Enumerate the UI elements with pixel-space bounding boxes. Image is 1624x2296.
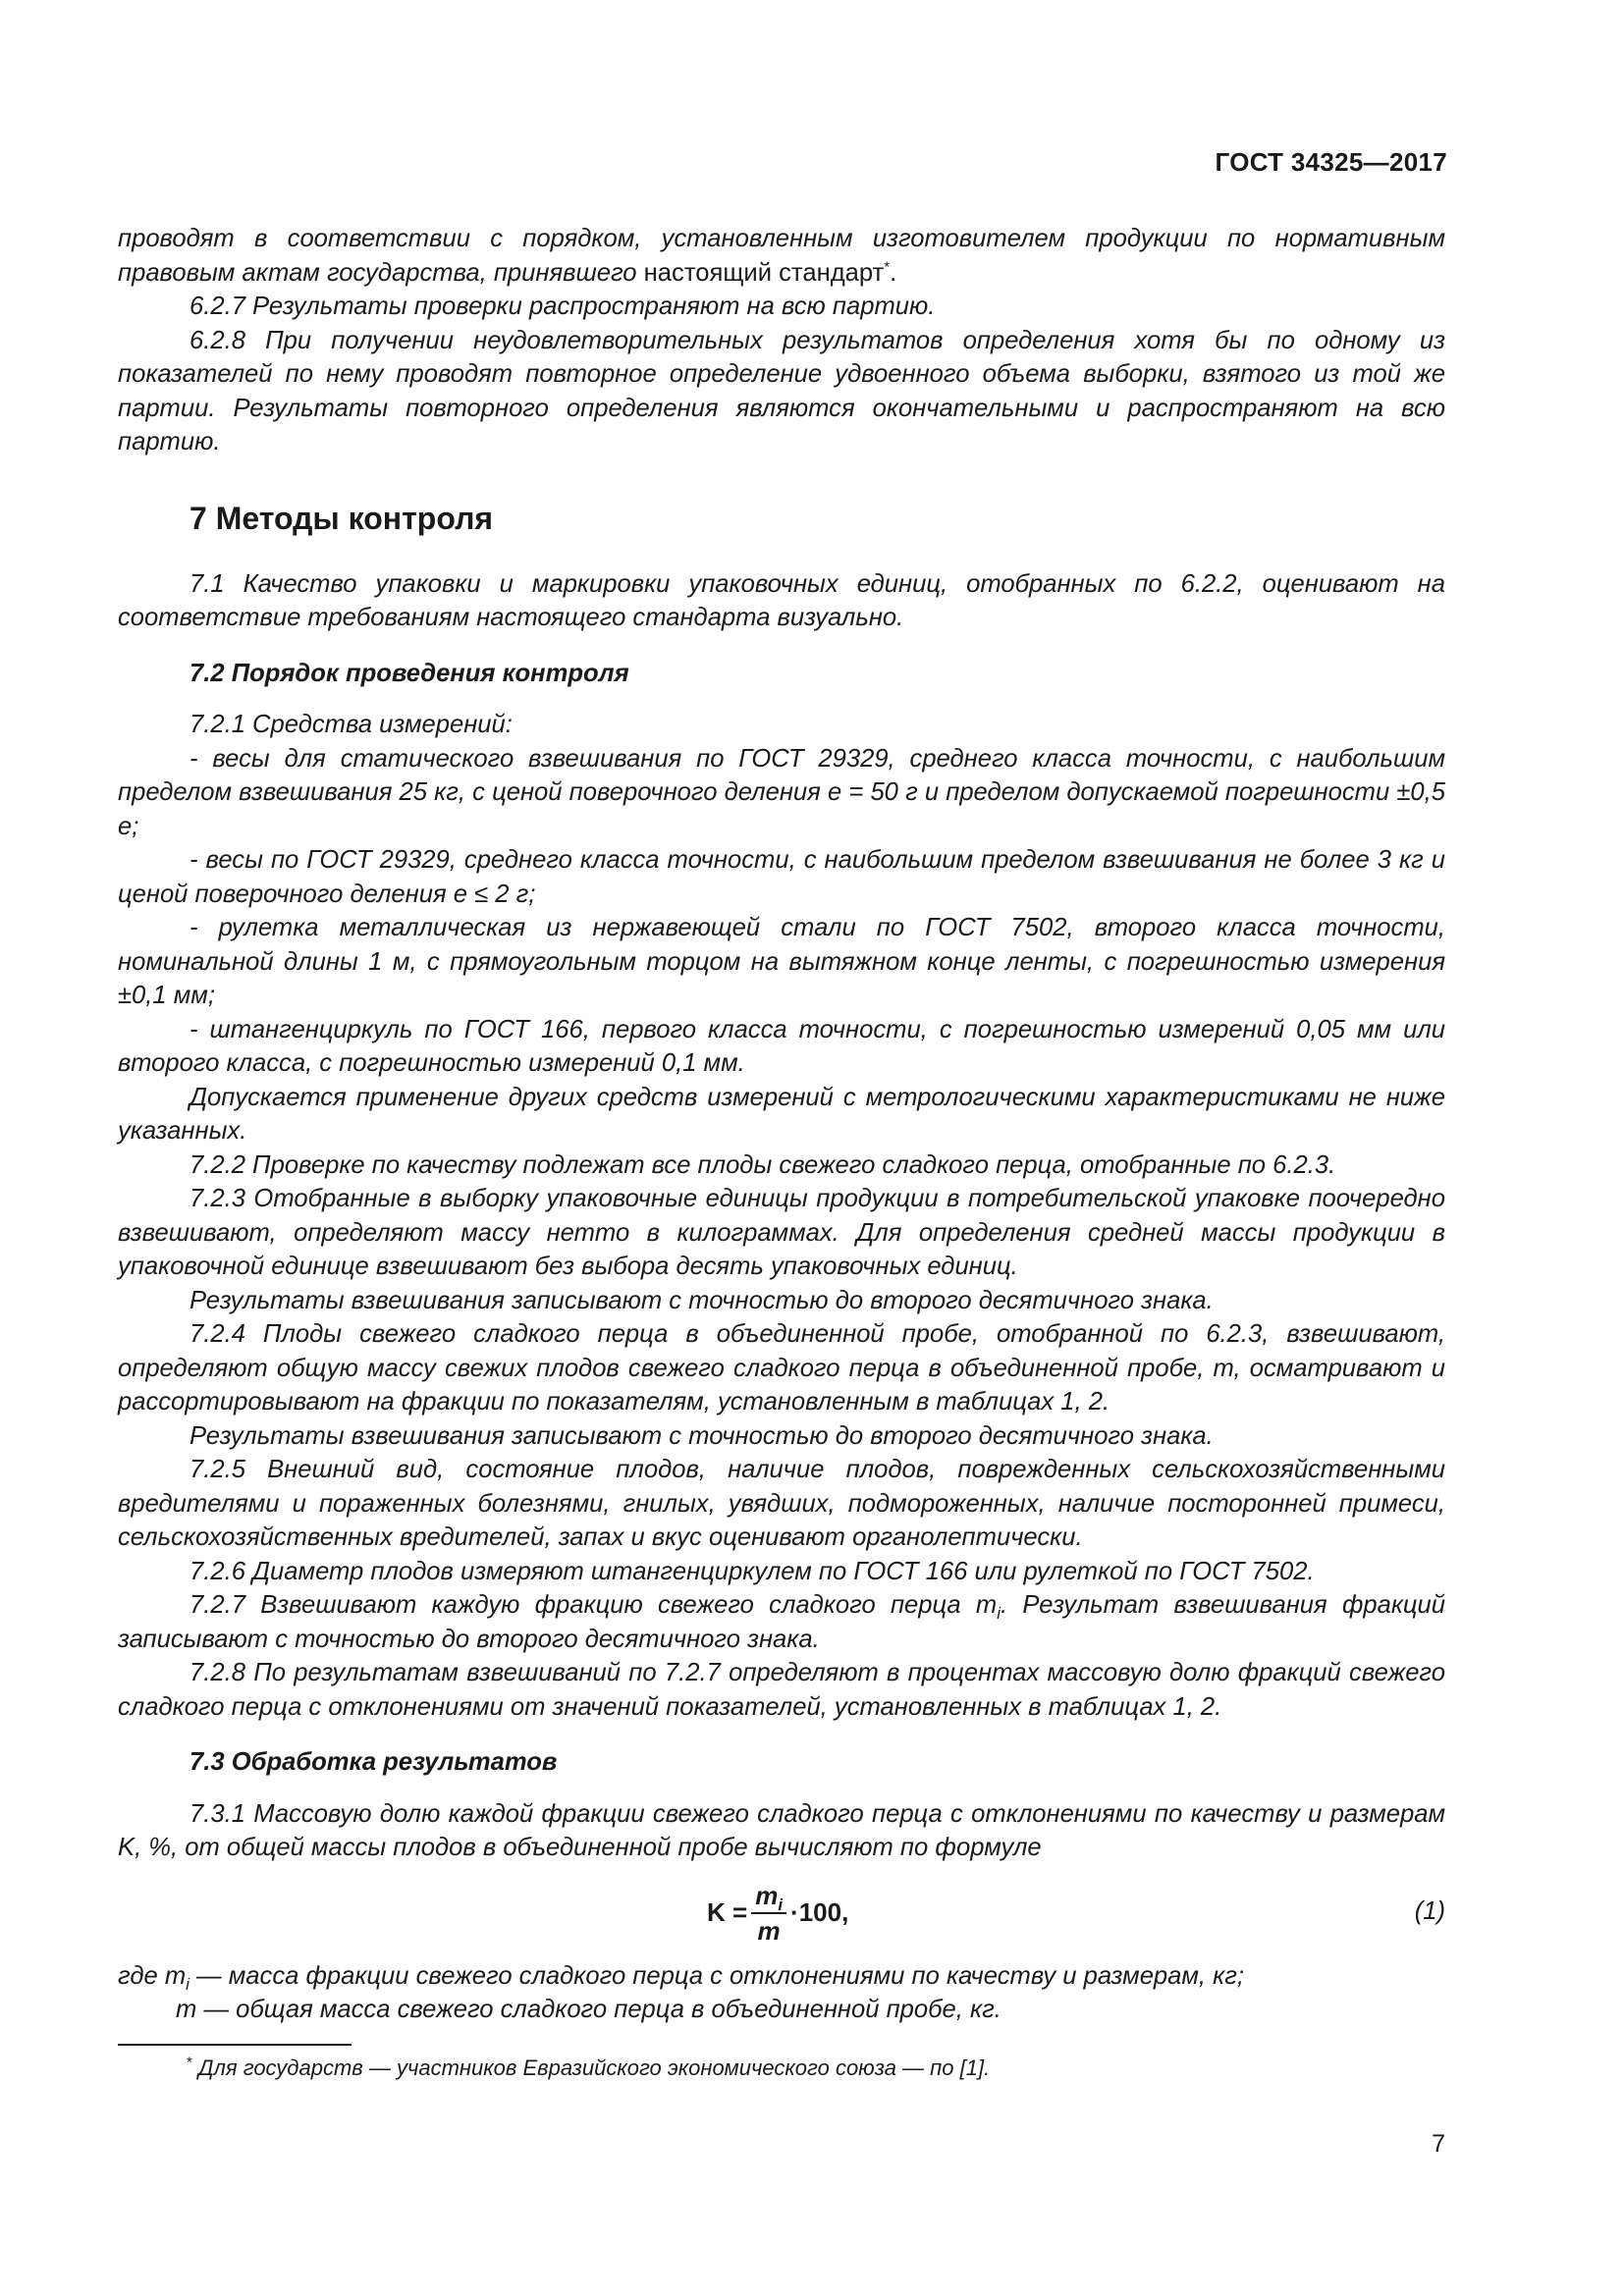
paragraph-7-2-3: 7.2.3 Отобранные в выборку упаковочные единицы продукции в потребительской упаковке поочередно взвешивают, определяют массу нетто в килограммах. Для определения средней массы продукции в упаковочной единице взвешивают без выбора десять упаковочных единиц. [118,1185,1445,1280]
paragraph-6-2-7: 6.2.7 Результаты проверки распространяют на всю партию. [189,293,936,320]
list-item: - весы по ГОСТ 29329, среднего класса точности, с наибольшим пределом взвешивания не более 3 кг и ценой поверочного деления е ≤ 2 г; [118,846,1445,908]
formula-denominator: m [757,1915,781,1946]
paragraph-7-2-6: 7.2.6 Диаметр плодов измеряют штангенциркулем по ГОСТ 166 или рулеткой по ГОСТ 7502. [189,1557,1315,1585]
document-body [118,222,1445,2027]
paragraph-7-3-1: 7.3.1 Массовую долю каждой фракции свежего сладкого перца с отклонениями по качеству и размерам K, %, от общей массы плодов в объединенной пробе вычисляют по формуле [118,1799,1445,1861]
subsection-title-7-2: 7.2 Порядок проведения контроля [189,659,629,687]
list-item: - штангенциркуль по ГОСТ 166, первого класса точности, с погрешностью измерений 0,05 мм или второго класса, с погрешностью измерений 0,1 мм. [118,1015,1445,1077]
paragraph-continuation: проводят в соответствии с порядком, установленным изготовителем продукции по нормативным правовым актам государства, принявшего настоящий стандарт*. [118,225,1445,287]
paragraph-results-2: Результаты взвешивания записывают с точностью до второго десятичного знака. [189,1421,1214,1450]
formula-lhs: K = [707,1897,748,1928]
list-item: - рулетка металлическая из нержавеющей стали по ГОСТ 7502, второго класса точности, номинальной длины 1 м, с прямоугольным торцом на вытяжном конце ленты, с погрешностью измерения ±0,1 мм; [118,914,1445,1009]
formula-legend: m — общая масса свежего сладкого перца в объединенной пробе, кг. [176,1996,1001,2023]
formula-fraction [751,1881,786,1946]
paragraph-7-2-1: 7.2.1 Средства измерений: [189,711,513,738]
paragraph-7-2-7: 7.2.7 Взвешивают каждую фракцию свежего сладкого перца $m_i$. Результат взвешивания фракций записывают с точностью до второго десятичного знака. [118,1591,1445,1653]
document-header: ГОСТ 34325—2017 [1215,147,1447,177]
page-number: 7 [1432,2130,1445,2158]
equation-number: (1) [1414,1896,1445,1925]
paragraph-7-2-2: 7.2.2 Проверке по качеству подлежат все плоды свежего сладкого перца, отобранные по 6.2.3. [189,1150,1336,1179]
paragraph-7-2-8: 7.2.8 По результатам взвешиваний по 7.2.7 определяют в процентах массовую долю фракций свежего сладкого перца с отклонениями от значений показателей, установленных в таблицах 1, 2. [118,1659,1445,1721]
formula-block [118,1871,1445,1955]
paragraph-7-2-5: 7.2.5 Внешний вид, состояние плодов, наличие плодов, поврежденных сельскохозяйственными вредителями и пораженных болезнями, гнилых, увядших, подмороженных, наличие посторонней примеси, сельскохозяйственных вредителей, запах и вкус оценивают органолептически. [118,1456,1445,1551]
paragraph-6-2-8: 6.2.8 При получении неудовлетворительных результатов определения хотя бы по одному из показателей по нему проводят повторное определение удвоенного объема выборки, взятого из той же партии. Результаты повторного определения являются окончательными и распространяют на всю партию. [118,326,1445,455]
subsection-title-7-3: 7.3 Обработка результатов [189,1748,558,1776]
formula-rhs: ·100, [790,1897,849,1928]
formula-legend: где $m_i$ — масса фракции свежего сладкого перца с отклонениями по качеству и размерам, кг; [118,1961,1244,1994]
paragraph-results-1: Результаты взвешивания записывают с точностью до второго десятичного знака. [189,1286,1214,1314]
paragraph-allowance: Допускается применение других средств измерений с метрологическими характеристиками не ниже указанных. [118,1083,1445,1145]
paragraph-7-2-4: 7.2.4 Плоды свежего сладкого перца в объединенной пробе, отобранной по 6.2.3, взвешивают, определяют общую массу свежих плодов свежего сладкого перца в объединенной пробе, т, осматривают и рассортировывают на фракции по показателям, установленным в таблицах 1, 2. [118,1320,1445,1415]
formula [707,1881,848,1946]
paragraph-7-1: 7.1 Качество упаковки и маркировки упаковочных единиц, отобранных по 6.2.2, оценивают на соответствие требованиям настоящего стандарта визуально. [118,569,1445,631]
footnote: * Для государств — участников Евразийского экономического союза — по [1]. [187,2054,991,2080]
formula-numerator: $m_i$ [751,1881,786,1914]
list-item: - весы для статического взвешивания по ГОСТ 29329, среднего класса точности, с наибольшим пределом взвешивания 25 кг, с ценой поверочного деления е = 50 г и пределом допускаемой погрешности ±0,5 е; [118,744,1445,840]
section-title: 7 Методы контроля [189,500,494,536]
footnote-divider [118,2044,352,2046]
